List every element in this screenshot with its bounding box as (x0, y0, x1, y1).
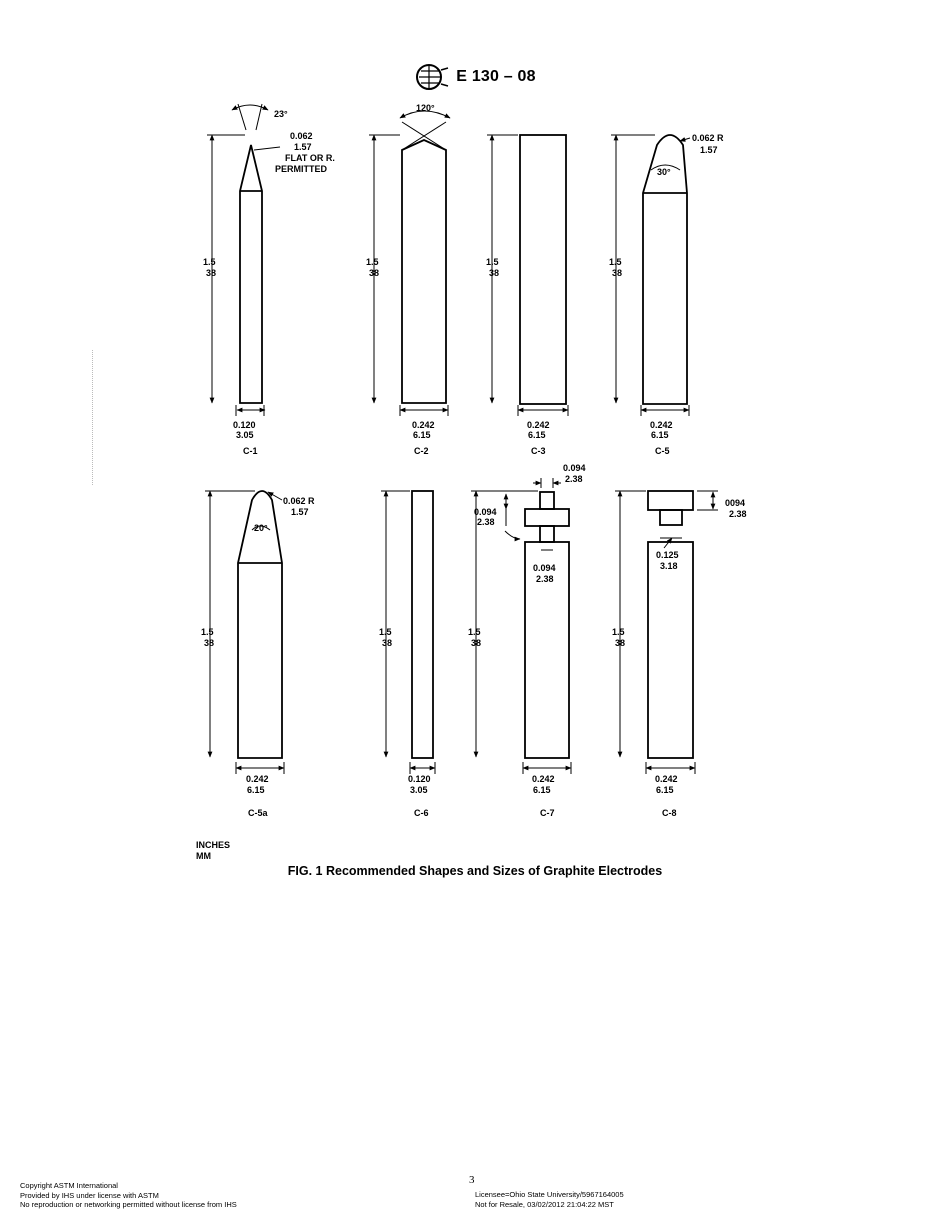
c8-cap-in: 0094 (725, 498, 746, 508)
footer-line: Licensee=Ohio State University/5967164005 (475, 1190, 624, 1199)
c6-id-label: C-6 (414, 808, 429, 818)
c5-length-mm: 38 (612, 268, 623, 278)
c8-neck-in: 0.125 (656, 550, 679, 560)
c1-length-in: 1.5 (203, 257, 216, 267)
footer-line: Provided by IHS under license with ASTM (20, 1190, 159, 1200)
c5-id-label: C-5 (655, 446, 670, 456)
c8-cap-mm: 2.38 (729, 509, 747, 519)
c5-radius-in: 0.062 R (692, 133, 724, 143)
footer-line: Copyright ASTM International (20, 1181, 118, 1190)
c7-length-mm: 38 (471, 638, 482, 648)
c7-top-mm: 2.38 (565, 474, 583, 484)
c8-width-in: 0.242 (655, 774, 678, 784)
c2-length-mm: 38 (369, 268, 380, 278)
c1-width-mm: 3.05 (236, 430, 254, 440)
c5a-width-in: 0.242 (246, 774, 269, 784)
c7-width-in: 0.242 (532, 774, 555, 784)
c3-length-in: 1.5 (486, 257, 499, 267)
c7-neck-mm: 2.38 (536, 574, 554, 584)
c5a-radius-mm: 1.57 (291, 507, 309, 517)
c5a-length-in: 1.5 (201, 627, 214, 637)
footer-line: Not for Resale, 03/02/2012 21:04:22 MST (475, 1199, 614, 1209)
footer-right (475, 1190, 624, 1209)
c3-width-mm: 6.15 (528, 430, 546, 440)
c7-top-in: 0.094 (563, 463, 586, 473)
c1-length-mm: 38 (206, 268, 217, 278)
figure-caption: FIG. 1 Recommended Shapes and Sizes of Graphite Electrodes (287, 864, 663, 878)
c1-tip-note-1: FLAT OR R. (285, 153, 335, 163)
c7-side-in: 0.094 (474, 507, 497, 517)
c1-tip-mm-label: 1.57 (294, 142, 312, 152)
footer-line: No reproduction or networking permitted without license from IHS (20, 1200, 237, 1209)
c2-length-in: 1.5 (366, 257, 379, 267)
c8-width-mm: 6.15 (656, 785, 674, 795)
c1-width-in: 0.120 (233, 420, 256, 430)
c7-length-in: 1.5 (468, 627, 481, 637)
c7-neck-in: 0.094 (533, 563, 556, 573)
c3-width-in: 0.242 (527, 420, 550, 430)
c1-id-label: C-1 (243, 446, 258, 456)
c7-id-label: C-7 (540, 808, 555, 818)
electrode-c3-shape (520, 135, 566, 404)
c5a-length-mm: 38 (204, 638, 215, 648)
c5-angle-label: 30° (657, 167, 671, 177)
c5a-radius-in: 0.062 R (283, 496, 315, 506)
c8-length-mm: 38 (615, 638, 626, 648)
c5a-angle-label: 20° (254, 523, 268, 533)
units-inches-label: INCHES (196, 840, 231, 850)
c2-angle-label: 120° (416, 103, 435, 113)
c8-length-in: 1.5 (612, 627, 625, 637)
page-number: 3 (469, 1174, 475, 1186)
c5a-id-label: C-5a (248, 808, 268, 818)
c5-length-in: 1.5 (609, 257, 622, 267)
c8-neck-mm: 3.18 (660, 561, 678, 571)
document-id: E 130 – 08 (456, 68, 536, 85)
footer-left (20, 1181, 237, 1210)
c1-angle-label: 23° (274, 109, 288, 119)
c5-width-mm: 6.15 (651, 430, 669, 440)
c6-length-mm: 38 (382, 638, 393, 648)
c1-tip-in-label: 0.062 (290, 131, 313, 141)
electrode-c8-shape (648, 542, 693, 758)
c1-tip-note-2: PERMITTED (275, 164, 328, 174)
c2-id-label: C-2 (414, 446, 429, 456)
c2-width-in: 0.242 (412, 420, 435, 430)
c6-length-in: 1.5 (379, 627, 392, 637)
c3-length-mm: 38 (489, 268, 500, 278)
units-mm-label: MM (196, 851, 211, 861)
c3-id-label: C-3 (531, 446, 546, 456)
c7-width-mm: 6.15 (533, 785, 551, 795)
electrode-c1-shape (240, 145, 262, 403)
electrode-c2-shape (402, 140, 446, 403)
c2-width-mm: 6.15 (413, 430, 431, 440)
c6-width-mm: 3.05 (410, 785, 428, 795)
c5-radius-mm: 1.57 (700, 145, 718, 155)
c7-side-mm: 2.38 (477, 517, 495, 527)
electrode-c6-shape (412, 491, 433, 758)
c5-width-in: 0.242 (650, 420, 673, 430)
c6-width-in: 0.120 (408, 774, 431, 784)
c5a-width-mm: 6.15 (247, 785, 265, 795)
c8-id-label: C-8 (662, 808, 677, 818)
